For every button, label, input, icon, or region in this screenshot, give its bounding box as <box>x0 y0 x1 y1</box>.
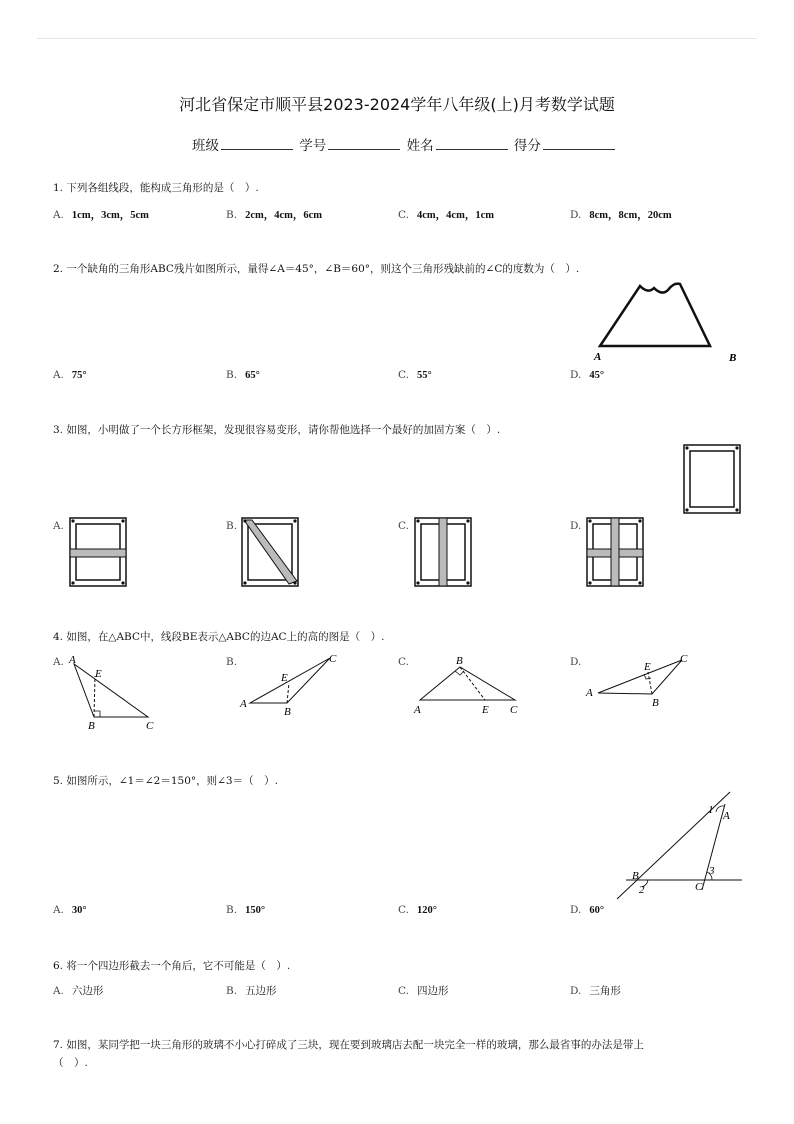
label-b: B <box>88 720 95 732</box>
label-a: A <box>586 687 593 699</box>
question-6 <box>53 958 290 973</box>
option-letter: B. <box>226 369 238 381</box>
label-e: E <box>95 668 102 680</box>
option-value: 45° <box>589 370 605 381</box>
option-a[interactable] <box>53 904 87 916</box>
label-1: 1 <box>708 804 714 816</box>
option-letter: D. <box>570 209 582 221</box>
score-blank[interactable] <box>543 137 615 150</box>
triangle-shape <box>600 284 710 346</box>
option-c[interactable] <box>398 207 494 222</box>
option-value: 四边形 <box>417 985 449 997</box>
option-d[interactable] <box>570 207 672 222</box>
option-value: 120° <box>417 905 437 916</box>
question-number: 1. <box>53 182 64 194</box>
label-a: A <box>240 698 247 710</box>
option-value: 150° <box>245 905 266 916</box>
option-letter: B. <box>226 985 238 997</box>
label-c: C <box>510 704 518 716</box>
label-b: B <box>456 655 463 667</box>
option-letter: C. <box>398 656 409 668</box>
option-a[interactable] <box>53 983 103 998</box>
label-a: A <box>594 351 602 363</box>
option-d[interactable] <box>570 904 604 916</box>
option-letter: A. <box>53 369 64 381</box>
option-letter: D. <box>570 985 582 997</box>
question-number: 4. <box>53 631 64 643</box>
option-value: 8cm，8cm，20cm <box>589 210 672 221</box>
question-2 <box>53 261 579 276</box>
option-value: 30° <box>71 905 87 916</box>
option-value: 三角形 <box>589 985 621 997</box>
option-letter: D. <box>570 520 582 532</box>
class-blank[interactable] <box>221 137 293 150</box>
question-7 <box>53 1037 644 1052</box>
header-divider <box>37 38 757 39</box>
option-value: 五边形 <box>245 985 277 997</box>
page-title: 河北省保定市顺平县2023-2024学年八年级(上)月考数学试题 <box>179 95 615 114</box>
option-letter: B. <box>226 520 238 532</box>
question-1 <box>53 180 259 195</box>
option-letter: A. <box>53 904 64 916</box>
question-text: 如图，小明做了一个长方形框架，发现很容易变形，请你帮他选择一个最好的加固方案（ ）. <box>66 424 501 436</box>
question-number: 7. <box>53 1039 64 1051</box>
option-value: 60° <box>589 905 605 916</box>
option-value: 1cm，3cm，5cm <box>71 210 149 221</box>
option-letter: C. <box>398 209 409 221</box>
label-b: B <box>729 352 737 364</box>
option-c[interactable] <box>398 904 437 916</box>
option-b[interactable] <box>226 369 260 381</box>
id-label: 学号 <box>299 138 327 154</box>
option-d[interactable] <box>570 983 621 998</box>
frame-option-d <box>586 517 646 589</box>
question-text: 如图，某同学把一块三角形的玻璃不小心打碎成了三块，现在要到玻璃店去配一块完全一样的玻璃，那么最省事的办法是带上 <box>66 1039 644 1051</box>
label-c: C <box>695 881 703 893</box>
question-text: 将一个四边形截去一个角后，它不可能是（ ）. <box>66 960 291 972</box>
question-number: 6. <box>53 960 64 972</box>
option-value: 55° <box>417 370 432 381</box>
option-value: 65° <box>245 370 260 381</box>
label-b: B <box>632 870 639 882</box>
class-label: 班级 <box>192 138 219 154</box>
triangle-option-c <box>410 652 530 722</box>
frame-option-c <box>414 517 474 589</box>
name-label: 姓名 <box>406 138 434 154</box>
name-blank[interactable] <box>436 137 508 150</box>
option-value: 75° <box>71 370 87 381</box>
triangle-option-a <box>66 652 166 732</box>
label-c: C <box>329 653 337 665</box>
question-text: 如图，在△ABC中，线段BE表示△ABC的边AC上的高的图是（ ）. <box>66 631 385 643</box>
option-letter: D. <box>570 369 582 381</box>
option-letter: C. <box>398 369 409 381</box>
option-b[interactable] <box>226 207 322 222</box>
angle-figure <box>612 792 752 902</box>
option-letter: C. <box>398 985 409 997</box>
question-text: 一个缺角的三角形ABC残片如图所示，量得∠A＝45°，∠B＝60°，则这个三角形残缺前的∠C的度数为（ ）. <box>66 263 580 275</box>
triangle-option-d <box>584 650 704 710</box>
question-text: 下列各组线段，能构成三角形的是（ ）. <box>66 182 259 194</box>
label-a: A <box>414 704 421 716</box>
option-b[interactable] <box>226 983 277 998</box>
question-text: 如图所示，∠1＝∠2＝150°，则∠3＝（ ）. <box>66 775 278 787</box>
option-letter: A. <box>53 209 64 221</box>
score-label: 得分 <box>513 138 541 154</box>
label-c: C <box>146 720 154 732</box>
option-letter: A. <box>53 520 64 532</box>
id-blank[interactable] <box>328 137 400 150</box>
rect-frame-figure <box>683 444 743 516</box>
label-b: B <box>652 697 659 709</box>
question-number: 5. <box>53 775 64 787</box>
option-letter: C. <box>398 904 409 916</box>
option-a[interactable] <box>53 369 87 381</box>
option-letter: B. <box>226 656 238 668</box>
option-a[interactable] <box>53 207 149 222</box>
triangle-option-b <box>240 650 350 720</box>
label-c: C <box>680 653 688 665</box>
question-5 <box>53 773 278 788</box>
label-3: 3 <box>709 865 715 877</box>
option-letter: B. <box>226 904 238 916</box>
broken-triangle-figure <box>588 280 768 370</box>
label-2: 2 <box>639 884 645 896</box>
option-letter: D. <box>570 904 582 916</box>
question-number: 2. <box>53 263 64 275</box>
question-3 <box>53 422 500 437</box>
student-info <box>192 134 617 154</box>
label-b: B <box>284 706 291 718</box>
option-c[interactable] <box>398 983 449 998</box>
label-a: A <box>723 810 730 822</box>
question-4 <box>53 629 384 644</box>
option-letter: B. <box>226 209 238 221</box>
option-letter: C. <box>398 520 409 532</box>
option-d[interactable] <box>570 369 604 381</box>
option-value: 2cm，4cm，6cm <box>245 210 323 221</box>
frame-option-b <box>241 517 301 589</box>
label-e: E <box>482 704 489 716</box>
option-b[interactable] <box>226 904 265 916</box>
option-value: 4cm，4cm，1cm <box>417 210 494 221</box>
label-a: A <box>69 654 76 666</box>
frame-option-a <box>69 517 129 589</box>
option-value: 六边形 <box>71 985 104 997</box>
option-c[interactable] <box>398 369 432 381</box>
question-number: 3. <box>53 424 64 436</box>
option-letter: A. <box>53 656 64 668</box>
question-text: （ ）. <box>53 1057 88 1069</box>
label-e: E <box>281 672 288 684</box>
option-letter: A. <box>53 985 64 997</box>
label-e: E <box>644 661 651 673</box>
question-7-cont <box>53 1055 88 1070</box>
option-letter: D. <box>570 656 582 668</box>
